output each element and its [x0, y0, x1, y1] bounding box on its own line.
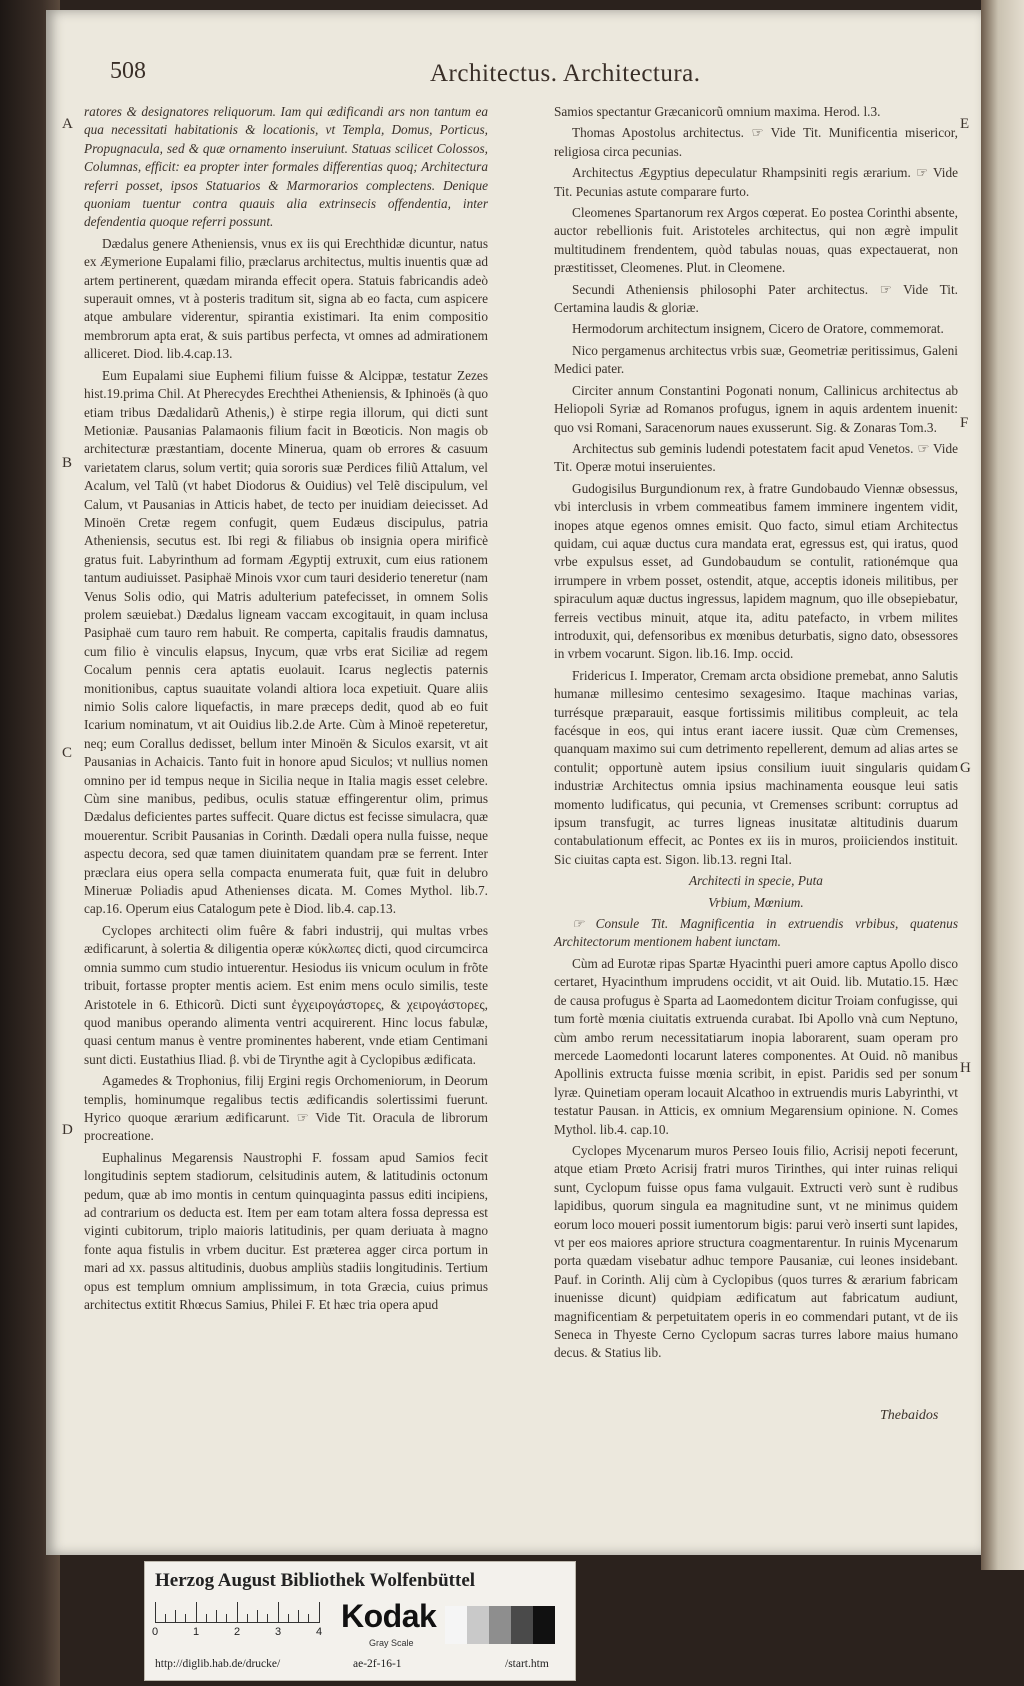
kodak-logo: Kodak	[341, 1598, 437, 1634]
paragraph: Gudogisilus Burgundionum rex, à fratre Gundobaudo Viennæ obsessus, vbi interclusis in vrbem commeatibus famem imminere ingentem vidit, inopes atque egenos omnes emisit. Quo facto, simul etiam Architectus quidam, cui aquæ ductus cura mandata erat, egressus est, qui iratus, quod vrbe expulsus esset, ad Gundobaudum se contulit, rationémque qua irrumpere in vrbem posset, ostendit, atque, acceptis idoneis militibus, per spiraculum aquæ ductus ingressus, lapidem magnum, quo ille obsepiebatur, ferreis vectibus minuit, atque ita, aditu patefacto, in vrbem milites introduxit, qui, defensoribus ex mœnibus deturbatis, signo dato, obsessores in vrbem vocarunt. Sigon. lib.16. Imp. occid.	[554, 480, 958, 662]
ruler-number: 0	[152, 1626, 159, 1638]
margin-letter-f: F	[960, 415, 969, 431]
gray-scale-label: Gray Scale	[369, 1638, 414, 1648]
source-url: http://diglib.hab.de/drucke/	[155, 1658, 281, 1670]
paragraph: Cùm ad Eurotæ ripas Spartæ Hyacinthi pueri amore captus Apollo disco certaret, Hyacinthum imprudens occidit, vt ait Ouid. lib. Mutatio.15. Hæc de causa profugus è Sparta ad Laomedontem dicitur Troiam confugisse, qui tum fortè mœnia ciuitatis extruenda curabat. Ibi Apollo vnà cum Neptuno, cùm ambo rerum necessitatiarum inopia laborarent, suam operam pro mercede Laomedonti locarunt lateres componentes. At Ouid. nõ manibus Apollinis extructa fuisse mœnia scribit, in epist. Paridis sed per sonum lyræ. Quinetiam operam locauit Alcathoo in extruendis muris Labyrinthi, vt testatur Pausan. in Atticis, ex omnium Megarensium opinione. N. Comes Mythol. lib.4. cap.10.	[554, 955, 958, 1137]
ruler-number: 2	[234, 1626, 241, 1638]
paragraph: Fridericus I. Imperator, Cremam arcta obsidione premebat, anno Salutis humanæ millesimo centesimo sexagesimo. Itaque machinas varias, turrésque præparauit, easque fortissimis militibus compleuit, ac tela facésque in eos, qui intus erant iacere iussit. Quæ cùm Cremenses, quanquam maximo sui cum detrimento repellerent, demum ad alias artes se contulit; opportunè autem ipsius consilium iuuit singularis quidam industriæ Architectus omnia ipsius machinamenta eousque leui satis momento ludificatus, qui pecunia, vt Cremenses scribunt: corruptus ad ipsum transfugit, ac turres ligneas inusitatæ altitudinis duarum contabulationum effecit, ac Pontes ex iis in muros, proiiciendos instituit. Sic ciuitas capta est. Sigon. lib.13. regni Ital.	[554, 667, 958, 867]
section-subheading: Vrbium, Mœnium.	[708, 894, 804, 910]
paragraph: Architectus Ægyptius depeculatur Rhampsiniti regis ærarium. ☞ Vide Tit. Pecunias astute comparare furto.	[554, 165, 958, 199]
gray-patch	[489, 1606, 511, 1644]
paragraph: Nico pergamenus architectus vrbis suæ, Geometriæ peritissimus, Galeni Medici pater.	[554, 342, 958, 377]
paragraph: Architectus sub geminis ludendi potestatem facit apud Venetos. ☞ Vide Tit. Operæ motui inseruientes.	[554, 440, 958, 475]
right-text-column	[554, 103, 958, 1366]
margin-letter-a: A	[62, 116, 73, 132]
adjacent-page-edge	[981, 0, 1024, 1570]
gray-patch	[445, 1606, 467, 1644]
margin-letter-e: E	[960, 116, 970, 132]
section-heading: Architecti in specie, Puta	[689, 873, 823, 889]
margin-letter-d: D	[62, 1122, 73, 1138]
margin-letter-h: H	[960, 1060, 971, 1076]
gray-patch	[511, 1606, 533, 1644]
margin-letter-g: G	[960, 760, 971, 776]
catchword: Thebaidos	[880, 1408, 939, 1423]
paragraph: Eum Eupalami siue Euphemi filium fuisse & Alcippæ, testatur Zezes hist.19.prima Chil. At Pherecydes Erechthei Atheniensis, & Iphinoës (à quo etiam tribus Dædalidarũ Athenis,) è stirpe regia illorum, qui dicti sunt Metioniæ. Pausanias Palamaonis filium facit in Bœoticis. Non magis ob architecturæ præstantiam, docente Minerua, quam ob errores & casuum varietatem clarus, solum vertit; quia sororis suæ Perdices filiũ Attalum, vel Acalum, vel Talũ (vt habet Diodorus & Ouidius) vel Telẽ discipulum, vel Calum, vt Pausanias in Atticis habet, de tecto per inuidiam deiecisset. Ad Minoën Cretæ regem confugit, quem Eudæus discipulus, patria Atheniensis, secutus est. Ibi regi & filiabus ob insignia opera mirificè gratus fuit. Labyrinthum ad formam Ægyptij extruxit, cum eius rationem tantum audiuisset. Pasiphaë Minois vxor cum tauri desiderio teneretur (nam Venus Solis odio, qui Matris adulterium patefecisset, in omnem Solis prolem sæuiebat.) Dædalus ligneam vaccam excogitauit, in quam inclusa Pasiphaë cum tauro rem habuit. Re comperta, capitalis fraudis damnatus, cum filio è vinculis elapsus, Inycum, quæ vrbs erat Siciliæ ad regem Cocalum pennis cera aptatis euolauit. Icarus neglectis paternis monitionibus, captus suauitate volandi altiora loca expetiuit. Quare aliis nimio Solis calore liquefactis, in mare præceps dedit, quod ab eo fuit Icarium nominatum, vt ait Ouidius lib.2.de Arte. Cùm à Minoë repeteretur, neq; eum Corallus dedisset, bellum inter Minoën & Siculos exarsit, vt ait Pausanias in Achaicis. Tanto fuit in honore apud Siculos; vt nullius nomen omnino per id tempus neque in Sicilia neque in Italia magis esset celebre. Cùm sine manibus, pedibus, oculis statuæ effingerentur olim, primus Dædalus deficientes partes suffecit. Quare dictus est fecisse simulacra, quæ mouerentur. Scribit Pausanias in Corinth. Dædali opera nulla fuisse, neque aspectu decora, sed quæ tamen diuinitatem quandam præ se ferrent. Inter præclara eius opera sella compacta enumerata fuit, quæ fuit in delubro Mineruæ Poliadis apud Athenienses dicata. M. Comes Mythol. lib.7. cap.16. Operum eius Catalogum pete è Diod. lib.4. cap.13.	[84, 367, 488, 917]
gray-patch	[533, 1606, 555, 1644]
page-number: 508	[110, 58, 146, 84]
paragraph: Circiter annum Constantini Pogonati nonum, Callinicus architectus ab Heliopoli Syriæ ad Romanos profugus, ignem in aquis ardentem inuenit: quo vsi Romani, Saracenorum naues exusserunt. Sig. & Zonaras Tom.3.	[554, 382, 958, 435]
paragraph: Secundi Atheniensis philosophi Pater architectus. ☞ Vide Tit. Certamina laudis & gloriæ.	[554, 281, 958, 316]
ruler-number: 3	[275, 1626, 282, 1638]
ruler-number: 1	[193, 1626, 200, 1638]
paragraph: Agamedes & Trophonius, filij Ergini regis Orchomeniorum, in Deorum templis, hominumque regalibus tectis ædificandis solertissimi fuerunt. Hyrico quoque ærarium ædificarunt. ☞ Vide Tit. Oracula de librorum procreatione.	[84, 1073, 488, 1144]
gray-scale-patches	[445, 1606, 555, 1644]
library-name: Herzog August Bibliothek Wolfenbüttel	[155, 1570, 476, 1591]
library-color-card	[144, 1561, 576, 1681]
paragraph: Cyclopes architecti olim fuêre & fabri industrij, qui multas vrbes ædificarunt, à solertia & diligentia operæ κύκλωπες dicti, quod circumcirca omnia summo cum studio intuerentur. Hesiodus iis vnicum oculum in frõte tribuit, fortasse propter mentis aciem. Est enim mens oculo similis, teste Aristotele in 6. Ethicorũ. Dicti sunt ἐγχειρογάστορες, & χειρογάστορες, quod manibus operando alimenta ventri acquirerent. Hinc locus fabulæ, quasi centum manus è ventre prominentes haberent, vnde etiam Centimani sunt dicti. Eustathius Iliad. β. vbi de Tirynthe agit à Cyclopibus ædificata.	[84, 922, 488, 1067]
running-head: Architectus. Architectura.	[430, 60, 701, 87]
paragraph: Thomas Apostolus architectus. ☞ Vide Tit. Munificentia misericor, religiosa circa pecunias.	[554, 125, 958, 159]
paragraph: Hermodorum architectum insignem, Cicero de Oratore, commemorat.	[572, 321, 944, 337]
paragraph: ratores & designatores reliquorum. Iam qui ædificandi ars non tantum ea qua necessitati habitationis & locationis, vt Templa, Domus, Porticus, Propugnacula, sed & quæ ornamento inseruiunt. Statuas scilicet Colossos, Columnas, efficit: ea propter inter formales differentias quoq; Architectura referri posset, ipsos Statuarios & Marmorarios complectens. Denique quoniam tuentur contra quauis alia extrinsecis offendentia, inter defendentia quoque referri possunt.	[84, 104, 488, 230]
shelfmark: ae-2f-16-1	[353, 1658, 402, 1670]
start-link: /start.htm	[505, 1658, 549, 1670]
paragraph: Euphalinus Megarensis Naustrophi F. fossam apud Samios fecit longitudinis septem stadiorum, celsitudinis autem, & latitudinis octonum pedum, quæ ab imo montis in centum quinquaginta passus editi incipiens, ad contrarium os deducta est. Item per eam totam altera fossa depressa est viginti cubitorum, triplo maioris latitudinis, per quam deriuata à magno fonte aqua fistulis in vrbem ducitur. Est præterea agger circa portum in mari ad xx. passus altitudinis, duobus ampliùs stadiis longitudinis. Tertium opus est templum omnium amplissimum, in tota Græcia, cuius primus architectus extitit Rhœcus Samius, Philei F. Et hæc tria opera apud	[84, 1149, 488, 1312]
ruler-numbers	[152, 1626, 325, 1640]
paragraph: Dædalus genere Atheniensis, vnus ex iis qui Erechthidæ dicuntur, natus ex Æymerione Eupalami filio, præclarus architectus, multis inuentis quæ ad artem pertinerent, quædam miranda effecit opera. Statuis fabricandis adeò superauit omnes, vt à posteris traditum sit, signa ab eo facta, cum aspicere atque ambulare viderentur, spirantia existimari. Ita enim compositio membrorum apta erat, & suis partibus perfecta, vt omnes ad admirationem alliceret. Diod. lib.4.cap.13.	[84, 235, 488, 362]
ruler-number: 4	[316, 1626, 323, 1638]
left-text-column	[84, 103, 488, 1317]
paragraph: Cleomenes Spartanorum rex Argos cœperat. Eo postea Corinthi absente, auctor rebellionis fuit. Aristoteles architectus, qui non ægrè impulit multitudinem frendentem, quòd tabulas nouas, quas expectauerat, non præstitisset, Cleomenes. Plut. in Cleomene.	[554, 205, 958, 276]
paragraph: Samios spectantur Græcanicorũ omnium maxima. Herod. l.3.	[554, 104, 881, 119]
paragraph: Cyclopes Mycenarum muros Perseo Iouis filio, Acrisij nepoti fecerunt, atque etiam Prœto Acrisij fratri muros Tirinthes, qui inter ruinas reliqui sunt, Cyclopum fuisse opus fama vulgauit. Extructi verò sunt è rudibus lapidibus, quorum singula ea magnitudine sunt, vt ne minimus quidem eorum loco moueri possit iumentorum bigis: parui verò inserti sunt lapides, vt per eos maiores apriore structura coagmentarentur. In ruinis Mycenarum porta quædam visebatur adhuc tempore Pausaniæ, cui leones insidebant. Pauf. in Corinth. Alij cùm à Cyclopibus (quos turres & ærarium fabricam inuenisse dicunt) quidpiam ædificatum aut fabricatum audiunt, magnificentiam & perpetuitatem operis in eo commendari putant, vt de iis Seneca in Thyeste Cerno Cyclopum sacras turres labore maius humano decus. & Statius lib.	[554, 1142, 958, 1361]
ruler-scale	[155, 1602, 320, 1623]
margin-letter-b: B	[62, 455, 73, 471]
gray-patch	[467, 1606, 489, 1644]
margin-letter-c: C	[62, 745, 73, 761]
cross-reference: ☞ Consule Tit. Magnificentia in extruendis vrbibus, quatenus Architectorum mentionem habent iunctam.	[554, 916, 958, 950]
